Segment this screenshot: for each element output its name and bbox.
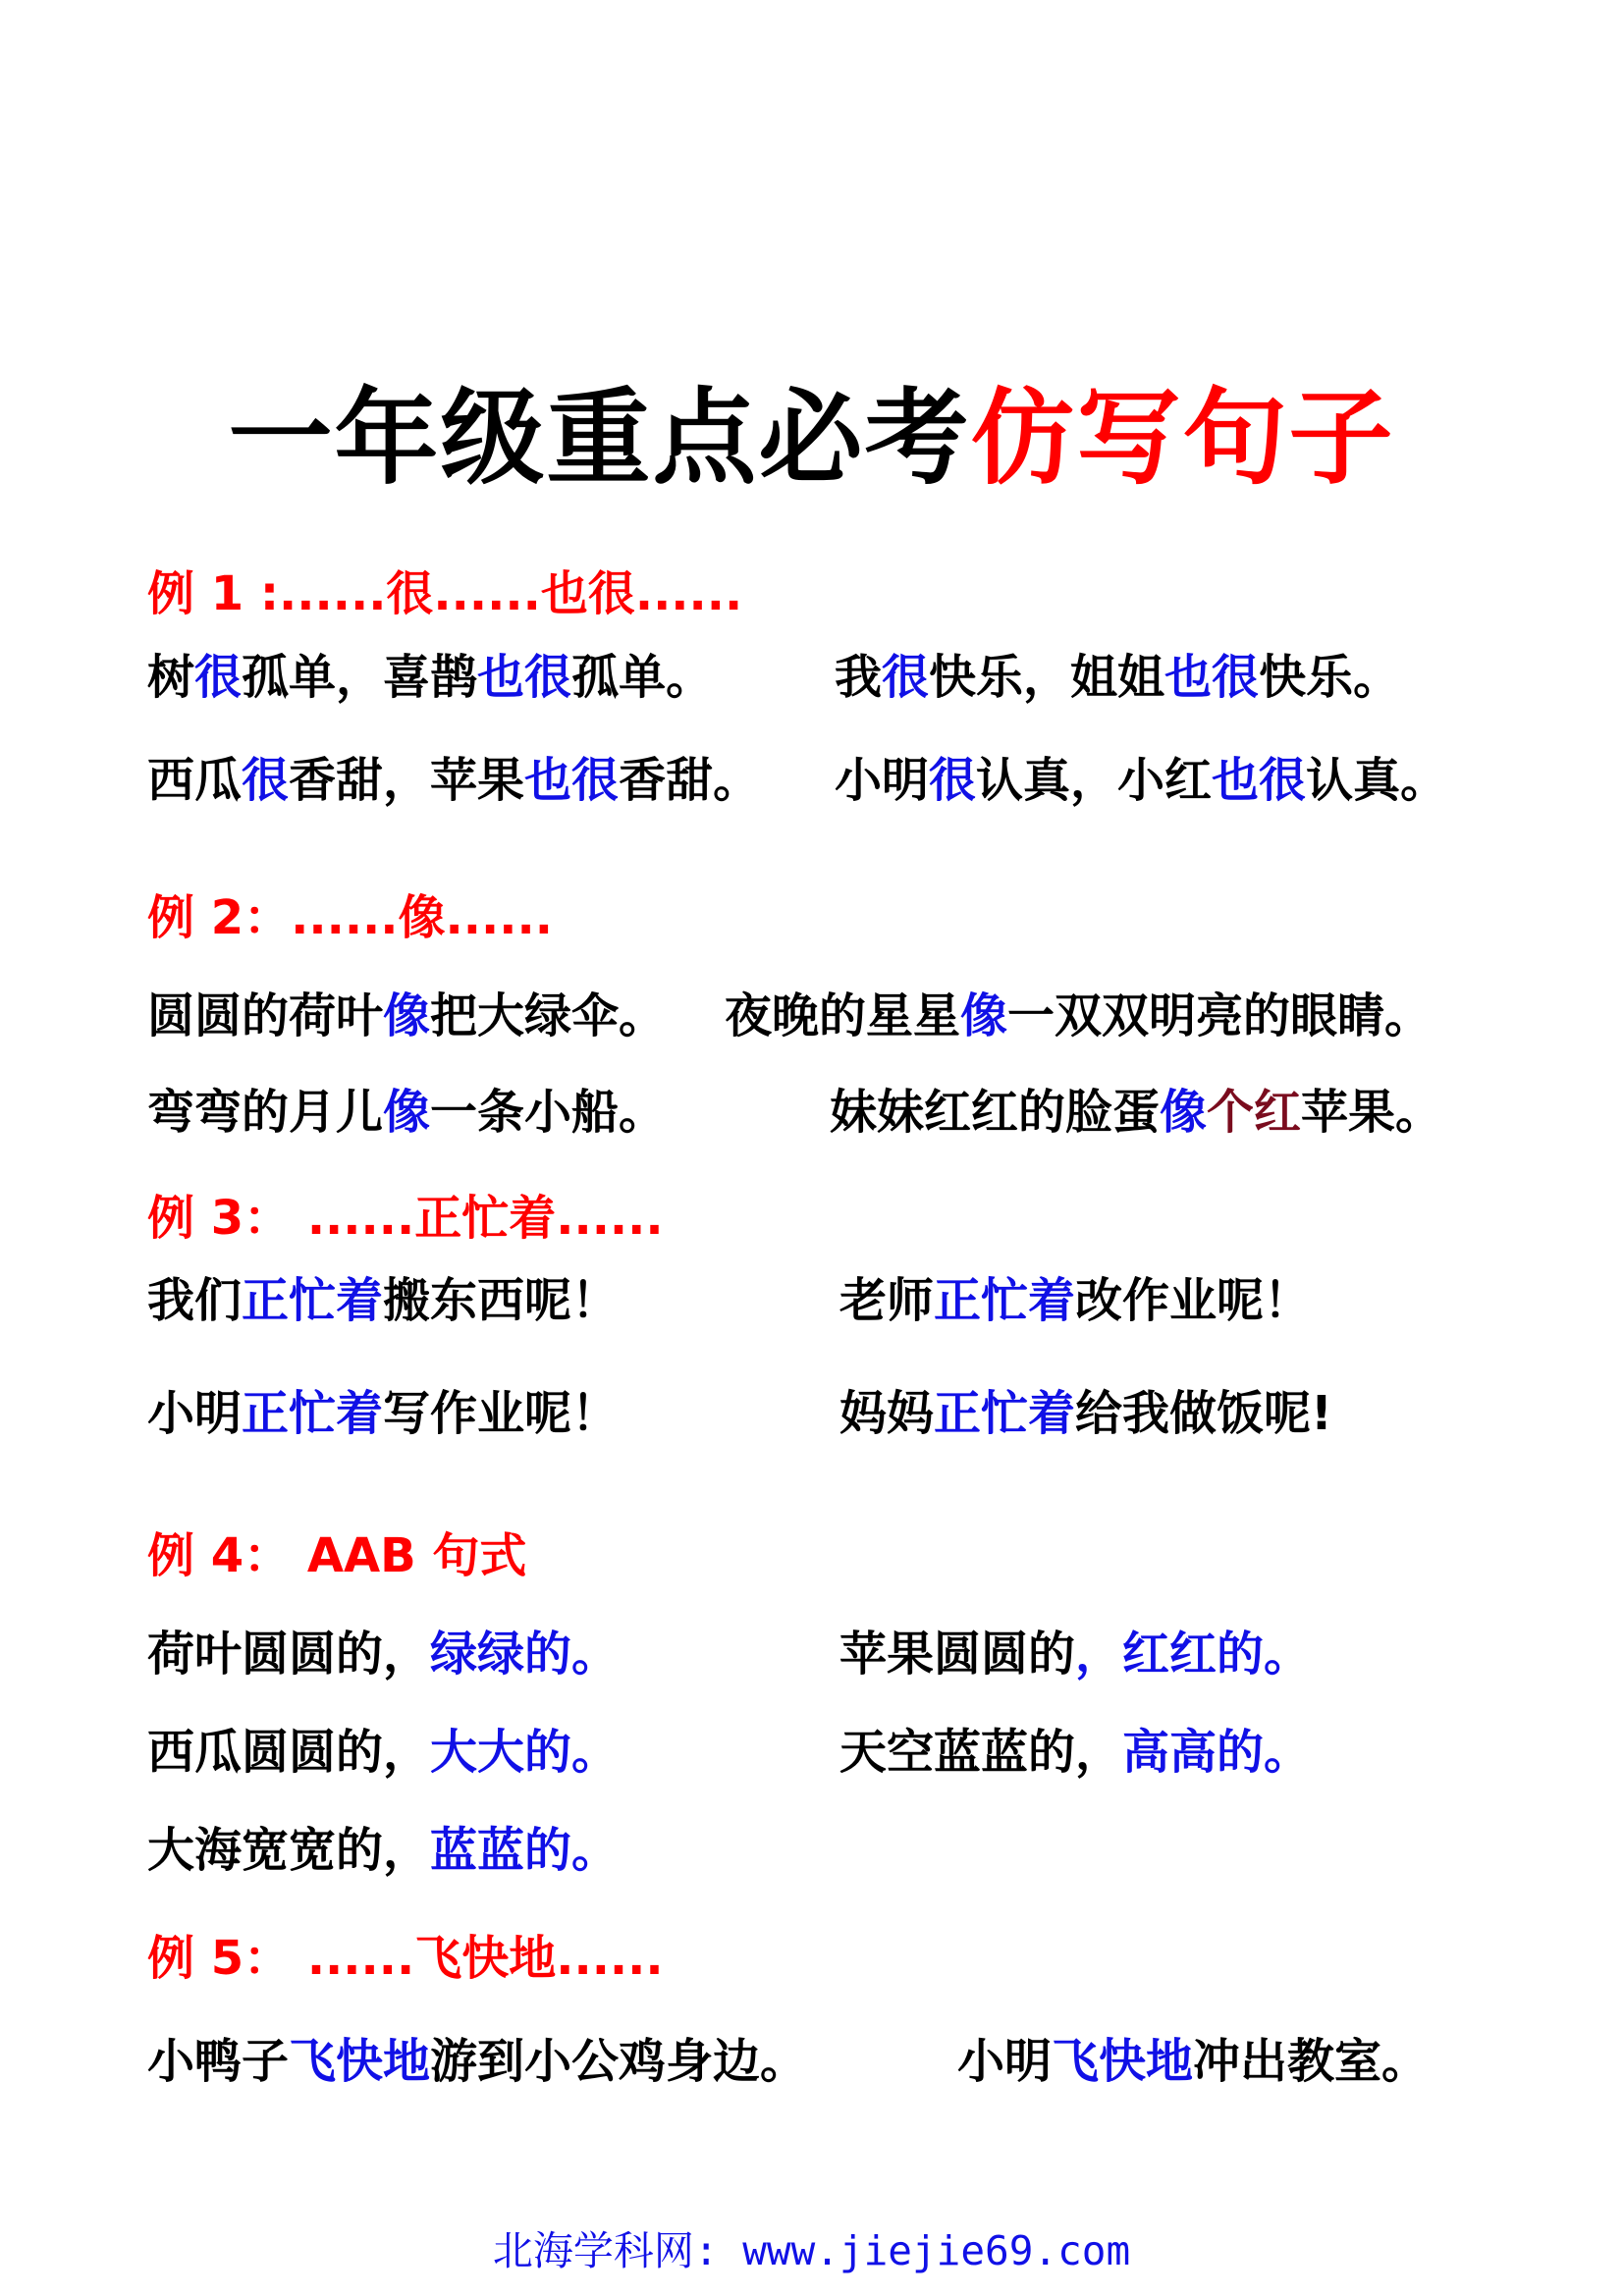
keyword: 也很 bbox=[524, 753, 620, 808]
page-title bbox=[0, 365, 1623, 512]
keyword: 绿绿的。 bbox=[430, 1627, 620, 1682]
keyword: 飞快地 bbox=[1052, 2034, 1194, 2089]
keyword: 像 bbox=[383, 988, 431, 1043]
example-2-sentence-4 bbox=[830, 1078, 1442, 1147]
sentence-text: 给我做饭呢! bbox=[1075, 1386, 1332, 1441]
keyword: 也很 bbox=[477, 650, 572, 705]
example-3-sentence-2 bbox=[839, 1266, 1311, 1335]
sentence-text: 老师 bbox=[839, 1273, 935, 1328]
keyword: 像 bbox=[383, 1085, 431, 1140]
sentence-text: 小鸭子 bbox=[147, 2034, 290, 2089]
keyword: 像 bbox=[1160, 1085, 1208, 1140]
sentence-text: 冲出教室。 bbox=[1193, 2034, 1430, 2089]
example-2-sentence-2 bbox=[725, 982, 1432, 1050]
sentence-text: 快乐。 bbox=[1259, 650, 1401, 705]
sentence-text: 西瓜圆圆的， bbox=[147, 1725, 431, 1780]
title-main: 一年级重点必考 bbox=[228, 378, 971, 499]
keyword: 很 bbox=[929, 753, 977, 808]
sentence-text: 西瓜 bbox=[147, 753, 243, 808]
example-5-heading: 例 5： ......飞快地...... bbox=[147, 1931, 664, 1986]
example-1-sentence-3 bbox=[147, 746, 760, 815]
sentence-text: 小明 bbox=[957, 2034, 1053, 2089]
example-4-sentence-2 bbox=[839, 1620, 1311, 1688]
example-4-sentence-3 bbox=[147, 1718, 619, 1787]
sentence-text: 小明 bbox=[835, 753, 930, 808]
sentence-text: 游到小公鸡身边。 bbox=[430, 2034, 808, 2089]
sentence-text: 把大绿伞。 bbox=[430, 988, 667, 1043]
example-4-sentence-5 bbox=[147, 1816, 619, 1885]
example-1-sentence-2 bbox=[835, 643, 1400, 712]
keyword-accent: 个红 bbox=[1207, 1085, 1302, 1140]
footer-watermark: 北海学科网: www.jiejie69.com bbox=[492, 2227, 1131, 2274]
keyword: 像 bbox=[960, 988, 1008, 1043]
title-highlight: 仿写句子 bbox=[970, 378, 1395, 499]
sentence-text: 孤单，喜鹊 bbox=[242, 650, 478, 705]
sentence-text: 大海宽宽的， bbox=[147, 1823, 431, 1878]
sentence-text: 我们 bbox=[147, 1273, 243, 1328]
example-1-sentence-1 bbox=[147, 643, 713, 712]
sentence-text: 香甜。 bbox=[619, 753, 761, 808]
example-2-heading: 例 2：......像...... bbox=[147, 890, 553, 945]
sentence-text: 天空蓝蓝的， bbox=[839, 1725, 1123, 1780]
sentence-text: 认真，小红 bbox=[976, 753, 1213, 808]
keyword: 蓝蓝的。 bbox=[430, 1823, 620, 1878]
sentence-text: 孤单。 bbox=[571, 650, 714, 705]
sentence-text: 快乐，姐姐 bbox=[929, 650, 1165, 705]
sentence-text: 妹妹红红的脸蛋 bbox=[830, 1085, 1161, 1140]
sentence-text: 小明 bbox=[147, 1386, 243, 1441]
sentence-text: 树 bbox=[147, 650, 195, 705]
example-3-heading: 例 3： ......正忙着...... bbox=[147, 1191, 664, 1246]
keyword: 正忙着 bbox=[934, 1386, 1076, 1441]
example-5-sentence-1 bbox=[147, 2027, 807, 2096]
sentence-text: 夜晚的星星 bbox=[725, 988, 961, 1043]
keyword: 也很 bbox=[1212, 753, 1307, 808]
example-2-sentence-3 bbox=[147, 1078, 666, 1147]
keyword: ，红红的。 bbox=[1075, 1627, 1312, 1682]
sentence-text: 一双双明亮的眼睛。 bbox=[1007, 988, 1433, 1043]
sentence-text: 搬东西呢！ bbox=[383, 1273, 620, 1328]
example-4-sentence-1 bbox=[147, 1620, 619, 1688]
keyword: 高高的。 bbox=[1122, 1725, 1312, 1780]
sentence-text: 圆圆的荷叶 bbox=[147, 988, 384, 1043]
example-2-sentence-1 bbox=[147, 982, 666, 1050]
sentence-text: 苹果圆圆的 bbox=[839, 1627, 1076, 1682]
sentence-text: 苹果。 bbox=[1301, 1085, 1443, 1140]
keyword: 飞快地 bbox=[289, 2034, 431, 2089]
keyword: 大大的。 bbox=[430, 1725, 620, 1780]
example-1-heading: 例 1 :......很......也很...... bbox=[147, 566, 743, 621]
keyword: 正忙着 bbox=[242, 1273, 384, 1328]
sentence-text: 认真。 bbox=[1306, 753, 1448, 808]
sentence-text: 我 bbox=[835, 650, 883, 705]
sentence-text: 一条小船。 bbox=[430, 1085, 667, 1140]
example-3-sentence-4 bbox=[839, 1379, 1332, 1448]
sentence-text: 改作业呢！ bbox=[1075, 1273, 1312, 1328]
example-5-sentence-2 bbox=[957, 2027, 1429, 2096]
keyword: 正忙着 bbox=[934, 1273, 1076, 1328]
example-4-heading: 例 4： AAB 句式 bbox=[147, 1528, 527, 1583]
sentence-text: 弯弯的月儿 bbox=[147, 1085, 384, 1140]
sentence-text: 香甜，苹果 bbox=[289, 753, 525, 808]
sentence-text: 荷叶圆圆的， bbox=[147, 1627, 431, 1682]
example-4-sentence-4 bbox=[839, 1718, 1311, 1787]
keyword: 也很 bbox=[1164, 650, 1260, 705]
keyword: 很 bbox=[882, 650, 930, 705]
keyword: 正忙着 bbox=[242, 1386, 384, 1441]
example-3-sentence-3 bbox=[147, 1379, 619, 1448]
example-1-sentence-4 bbox=[835, 746, 1447, 815]
example-3-sentence-1 bbox=[147, 1266, 619, 1335]
sentence-text: 写作业呢！ bbox=[383, 1386, 620, 1441]
keyword: 很 bbox=[242, 753, 290, 808]
sentence-text: 妈妈 bbox=[839, 1386, 935, 1441]
keyword: 很 bbox=[194, 650, 243, 705]
